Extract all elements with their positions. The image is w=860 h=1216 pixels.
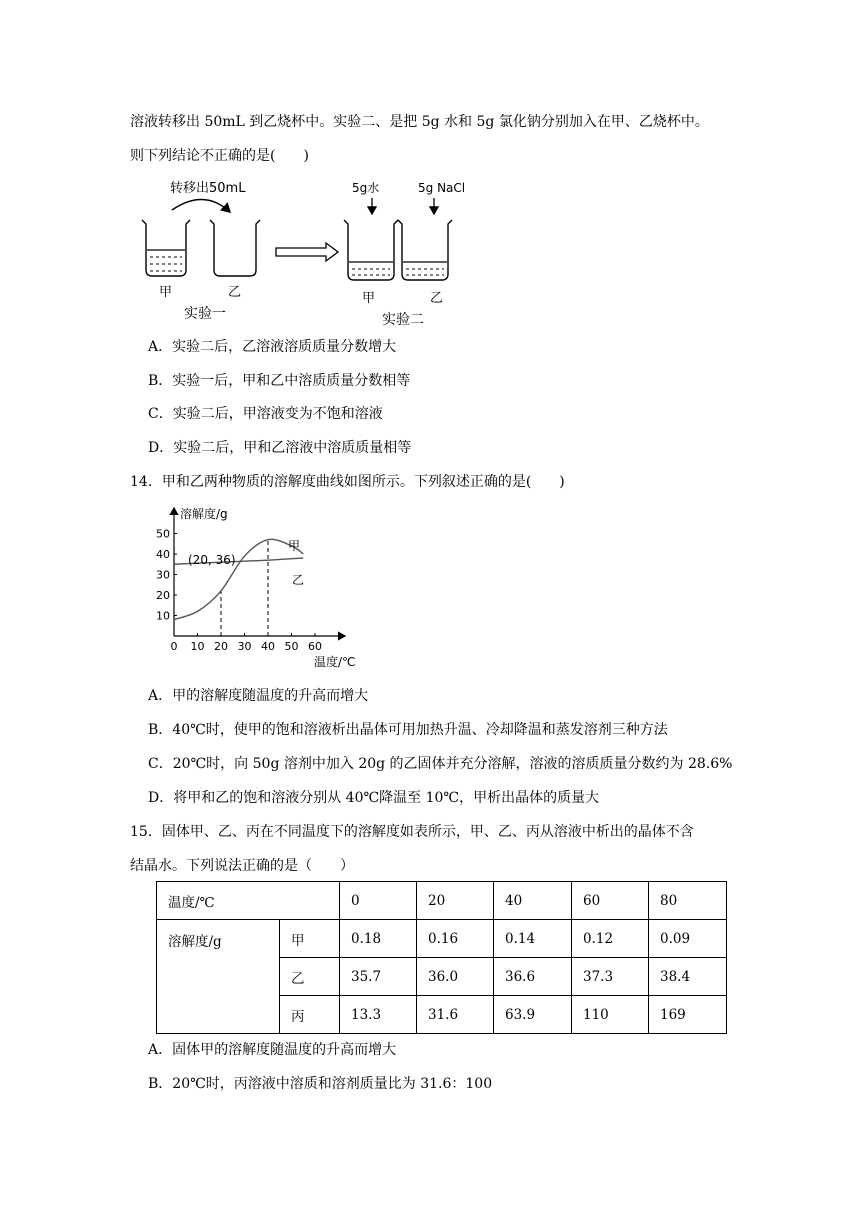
table-temp: 60	[572, 882, 649, 920]
table-header-row	[157, 882, 727, 920]
q14-option-c: C．20℃时，向 50g 溶剂中加入 20g 的乙固体并充分溶解，溶液的溶质质量分数约为 28.6%	[148, 756, 733, 772]
x-tick-label: 0	[170, 640, 178, 653]
solubility-chart	[150, 500, 370, 672]
table-substance: 丙	[280, 996, 340, 1034]
water-label: 5g水	[352, 181, 380, 195]
x-tick-label: 10	[190, 640, 205, 653]
chart-xlabel: 温度/℃	[314, 655, 356, 669]
q13-option-a: A．实验二后，乙溶液溶质质量分数增大	[148, 339, 397, 355]
series-label-yi: 乙	[292, 573, 305, 587]
series-label-jia: 甲	[288, 539, 301, 553]
table-cell: 37.3	[572, 958, 649, 996]
beaker-yi-label-exp2: 乙	[430, 291, 444, 306]
table-cell: 0.12	[572, 920, 649, 958]
beaker-jia-exp2	[344, 220, 398, 280]
beaker-jia-exp1	[142, 220, 190, 276]
solubility-table	[156, 881, 727, 1034]
q13-experiment-figure	[130, 174, 466, 334]
table-cell: 0.18	[340, 920, 417, 958]
transfer-arrow	[172, 199, 230, 212]
table-substance: 乙	[280, 958, 340, 996]
x-tick-label: 50	[284, 640, 299, 653]
table-temp: 80	[649, 882, 727, 920]
table-cell: 169	[649, 996, 727, 1034]
chart-annotation: (20, 36)	[188, 553, 236, 567]
exp1-caption: 实验一	[184, 306, 226, 322]
y-tick-label: 50	[156, 527, 170, 541]
q14-option-b: B．40℃时，使甲的饱和溶液析出晶体可用加热升温、冷却降温和蒸发溶剂三种方法	[148, 722, 668, 738]
q13-option-b: B．实验一后，甲和乙中溶质质量分数相等	[148, 373, 411, 389]
beaker-yi-exp1	[210, 220, 260, 276]
q15-option-b: B．20℃时，丙溶液中溶质和溶剂质量比为 31.6：100	[148, 1076, 493, 1092]
q15-stem-line1: 15．固体甲、乙、丙在不同温度下的溶解度如表所示，甲、乙、丙从溶液中析出的晶体不含	[130, 824, 694, 840]
hollow-arrow-icon	[276, 243, 338, 261]
q15-stem-line2: 结晶水。下列说法正确的是（ ）	[130, 858, 354, 874]
chart-ylabel: 溶解度/g	[180, 507, 228, 521]
table-header-label: 温度/℃	[157, 882, 340, 920]
table-cell: 38.4	[649, 958, 727, 996]
table-cell: 13.3	[340, 996, 417, 1034]
q13-option-d: D．实验二后，甲和乙溶液中溶质质量相等	[148, 440, 412, 456]
table-row	[157, 920, 727, 958]
q13-option-c: C．实验二后，甲溶液变为不饱和溶液	[148, 406, 383, 422]
beaker-yi-label-exp1: 乙	[228, 285, 242, 300]
table-temp: 0	[340, 882, 417, 920]
beaker-jia-label-exp1: 甲	[159, 285, 173, 300]
q13-stem-line2: 则下列结论不正确的是( )	[130, 148, 309, 164]
table-temp: 40	[494, 882, 572, 920]
table-cell: 110	[572, 996, 649, 1034]
q14-option-a: A．甲的溶解度随温度的升高而增大	[148, 688, 369, 704]
q13-stem-line1: 溶液转移出 50mL 到乙烧杯中。实验二、是把 5g 水和 5g 氯化钠分别加入在甲、乙烧杯中。	[130, 114, 709, 130]
x-tick-label: 30	[237, 640, 252, 653]
y-tick-label: 30	[156, 568, 170, 582]
q14-stem: 14．甲和乙两种物质的溶解度曲线如图所示。下列叙述正确的是( )	[130, 474, 565, 490]
table-cell: 36.0	[417, 958, 494, 996]
exp2-caption: 实验二	[382, 312, 424, 328]
table-cell: 0.14	[494, 920, 572, 958]
x-tick-label: 20	[214, 640, 228, 653]
table-cell: 31.6	[417, 996, 494, 1034]
nacl-label: 5g NaCl	[418, 181, 466, 195]
series-line-jia	[174, 539, 303, 619]
y-tick-label: 10	[156, 609, 170, 623]
table-cell: 35.7	[340, 958, 417, 996]
transfer-label: 转移出50mL	[170, 181, 246, 196]
x-tick-label: 60	[308, 640, 322, 653]
table-temp: 20	[417, 882, 494, 920]
table-substance: 甲	[280, 920, 340, 958]
table-row-header: 溶解度/g	[157, 920, 280, 1034]
q14-option-d: D．将甲和乙的饱和溶液分别从 40℃降温至 10℃，甲析出晶体的质量大	[148, 790, 600, 806]
q15-option-a: A．固体甲的溶解度随温度的升高而增大	[148, 1042, 397, 1058]
y-tick-label: 20	[156, 589, 170, 602]
beaker-jia-label-exp2: 甲	[362, 291, 376, 306]
table-cell: 0.16	[417, 920, 494, 958]
table-cell: 36.6	[494, 958, 572, 996]
table-cell: 63.9	[494, 996, 572, 1034]
x-tick-label: 40	[261, 640, 275, 653]
table-cell: 0.09	[649, 920, 727, 958]
y-tick-label: 40	[156, 548, 170, 561]
beaker-yi-exp2	[398, 220, 452, 280]
